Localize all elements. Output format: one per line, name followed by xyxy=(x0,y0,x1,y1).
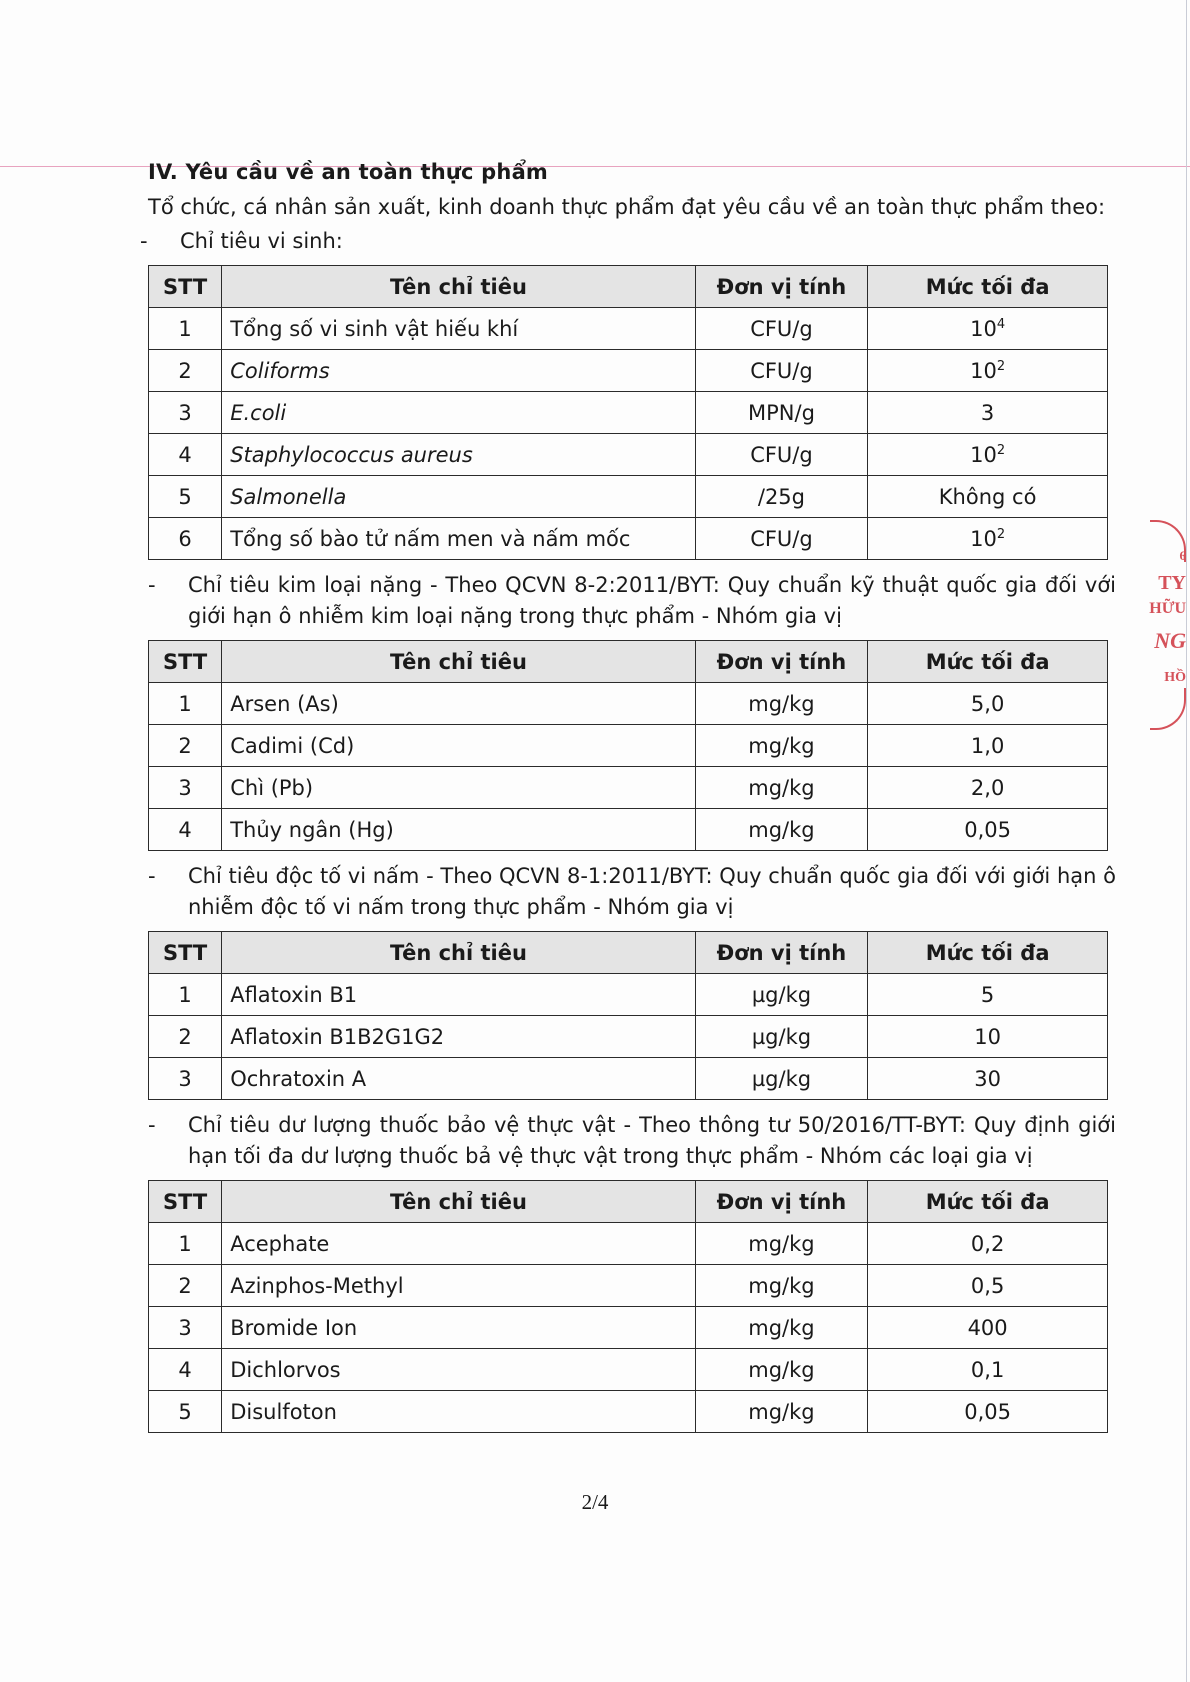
cell-stt: 2 xyxy=(149,1265,222,1307)
cell-name: Tổng số bào tử nấm men và nấm mốc xyxy=(222,518,695,560)
cell-stt: 1 xyxy=(149,683,222,725)
cell-name: Aflatoxin B1B2G1G2 xyxy=(222,1016,695,1058)
cell-stt: 2 xyxy=(149,350,222,392)
table-row xyxy=(149,725,1108,767)
cell-name: Chì (Pb) xyxy=(222,767,695,809)
cell-unit: µg/kg xyxy=(695,974,868,1016)
table-row xyxy=(149,809,1108,851)
cell-stt: 1 xyxy=(149,1223,222,1265)
cell-stt: 4 xyxy=(149,434,222,476)
stamp-arc-bottom xyxy=(1150,688,1186,730)
table-row xyxy=(149,1391,1108,1433)
page-number: 2/4 xyxy=(581,1490,609,1514)
cell-unit: mg/kg xyxy=(695,1265,868,1307)
cell-max: $10^4$ xyxy=(868,308,1108,350)
header-max: Mức tối đa xyxy=(868,641,1108,683)
cell-name: Aflatoxin B1 xyxy=(222,974,695,1016)
cell-stt: 2 xyxy=(149,1016,222,1058)
table-row xyxy=(149,1058,1108,1100)
table-row xyxy=(149,1307,1108,1349)
header-unit: Đơn vị tính xyxy=(695,932,868,974)
cell-name: E.coli xyxy=(222,392,695,434)
table-row xyxy=(149,392,1108,434)
cell-max: 2,0 xyxy=(868,767,1108,809)
table-row xyxy=(149,767,1108,809)
stamp-text: HỒ xyxy=(1164,670,1186,685)
document-body xyxy=(140,158,1116,1443)
header-name: Tên chỉ tiêu xyxy=(222,266,695,308)
cell-unit: mg/kg xyxy=(695,1307,868,1349)
header-max: Mức tối đa xyxy=(868,1181,1108,1223)
cell-max: 3 xyxy=(868,392,1108,434)
cell-unit: mg/kg xyxy=(695,683,868,725)
table-header-row xyxy=(149,266,1108,308)
table-row xyxy=(149,1223,1108,1265)
cell-unit: µg/kg xyxy=(695,1016,868,1058)
cell-stt: 3 xyxy=(149,1307,222,1349)
cell-max: 0,05 xyxy=(868,1391,1108,1433)
cell-max: 5,0 xyxy=(868,683,1108,725)
toxins-label: - Chỉ tiêu độc tố vi nấm - Theo QCVN 8-1:2011/BYT: Quy chuẩn quốc gia đối với giới hạn ô nhiễm độc tố vi nấm trong thực phẩm - Nhóm gia vị xyxy=(148,864,1116,919)
header-stt: STT xyxy=(149,266,222,308)
cell-stt: 2 xyxy=(149,725,222,767)
cell-stt: 4 xyxy=(149,1349,222,1391)
cell-unit: mg/kg xyxy=(695,1223,868,1265)
table-row xyxy=(149,434,1108,476)
cell-stt: 1 xyxy=(149,974,222,1016)
header-name: Tên chỉ tiêu xyxy=(222,1181,695,1223)
cell-max: 0,5 xyxy=(868,1265,1108,1307)
cell-unit: MPN/g xyxy=(695,392,868,434)
table-row xyxy=(149,308,1108,350)
table-header-row xyxy=(149,1181,1108,1223)
toxins-table xyxy=(148,931,1108,1100)
cell-name: Thủy ngân (Hg) xyxy=(222,809,695,851)
cell-name: Dichlorvos xyxy=(222,1349,695,1391)
intro-paragraph: Tổ chức, cá nhân sản xuất, kinh doanh thực phẩm đạt yêu cầu về an toàn thực phẩm theo: xyxy=(148,195,1106,219)
header-max: Mức tối đa xyxy=(868,932,1108,974)
cell-name: Arsen (As) xyxy=(222,683,695,725)
table-header-row xyxy=(149,641,1108,683)
cell-name: Disulfoton xyxy=(222,1391,695,1433)
stamp-text: HỮU xyxy=(1149,600,1186,617)
table-header-row xyxy=(149,932,1108,974)
header-name: Tên chỉ tiêu xyxy=(222,932,695,974)
table-row xyxy=(149,1016,1108,1058)
metals-label: - Chỉ tiêu kim loại nặng - Theo QCVN 8-2:2011/BYT: Quy chuẩn kỹ thuật quốc gia đối với giới hạn ô nhiễm kim loại nặng trong thực phẩm - Nhóm gia vị xyxy=(148,573,1116,628)
cell-unit: mg/kg xyxy=(695,725,868,767)
cell-max: 5 xyxy=(868,974,1108,1016)
stamp-text: NG xyxy=(1154,628,1186,653)
section-title: IV. Yêu cầu về an toàn thực phẩm xyxy=(148,160,549,184)
cell-unit: /25g xyxy=(695,476,868,518)
cell-name: Tổng số vi sinh vật hiếu khí xyxy=(222,308,695,350)
cell-name: Azinphos-Methyl xyxy=(222,1265,695,1307)
cell-stt: 4 xyxy=(149,809,222,851)
cell-stt: 3 xyxy=(149,392,222,434)
cell-name: Acephate xyxy=(222,1223,695,1265)
cell-unit: CFU/g xyxy=(695,518,868,560)
cell-unit: CFU/g xyxy=(695,350,868,392)
micro-label: - Chỉ tiêu vi sinh: xyxy=(140,229,343,253)
cell-unit: CFU/g xyxy=(695,308,868,350)
cell-stt: 5 xyxy=(149,1391,222,1433)
header-stt: STT xyxy=(149,932,222,974)
cell-max: 0,1 xyxy=(868,1349,1108,1391)
cell-name: Coliforms xyxy=(222,350,695,392)
table-row xyxy=(149,476,1108,518)
metals-table xyxy=(148,640,1108,851)
company-stamp-fragment xyxy=(1150,520,1190,730)
cell-unit: mg/kg xyxy=(695,809,868,851)
page-edge xyxy=(1186,0,1187,1682)
table-row xyxy=(149,518,1108,560)
cell-stt: 6 xyxy=(149,518,222,560)
cell-unit: mg/kg xyxy=(695,1391,868,1433)
cell-stt: 5 xyxy=(149,476,222,518)
cell-stt: 3 xyxy=(149,767,222,809)
pesticides-label: - Chỉ tiêu dư lượng thuốc bảo vệ thực vật - Theo thông tư 50/2016/TT-BYT: Quy định giới hạn tối đa dư lượng thuốc bả vệ thực vật trong thực phẩm - Nhóm các loại gia vị xyxy=(148,1113,1116,1168)
cell-max: $10^2$ xyxy=(868,518,1108,560)
header-unit: Đơn vị tính xyxy=(695,1181,868,1223)
cell-max: 0,2 xyxy=(868,1223,1108,1265)
cell-max: Không có xyxy=(868,476,1108,518)
cell-unit: µg/kg xyxy=(695,1058,868,1100)
cell-max: 10 xyxy=(868,1016,1108,1058)
stamp-text: TY xyxy=(1158,572,1186,594)
cell-name: Cadimi (Cd) xyxy=(222,725,695,767)
cell-max: 30 xyxy=(868,1058,1108,1100)
header-name: Tên chỉ tiêu xyxy=(222,641,695,683)
cell-name: Staphylococcus aureus xyxy=(222,434,695,476)
table-row xyxy=(149,974,1108,1016)
cell-max: $10^2$ xyxy=(868,350,1108,392)
cell-max: 0,05 xyxy=(868,809,1108,851)
cell-name: Salmonella xyxy=(222,476,695,518)
header-stt: STT xyxy=(149,1181,222,1223)
cell-max: 1,0 xyxy=(868,725,1108,767)
cell-name: Ochratoxin A xyxy=(222,1058,695,1100)
table-row xyxy=(149,1265,1108,1307)
cell-name: Bromide Ion xyxy=(222,1307,695,1349)
table-row xyxy=(149,350,1108,392)
cell-max: $10^2$ xyxy=(868,434,1108,476)
cell-stt: 1 xyxy=(149,308,222,350)
cell-unit: mg/kg xyxy=(695,767,868,809)
header-max: Mức tối đa xyxy=(868,266,1108,308)
header-unit: Đơn vị tính xyxy=(695,266,868,308)
table-row xyxy=(149,683,1108,725)
cell-stt: 3 xyxy=(149,1058,222,1100)
stamp-text: 6 xyxy=(1179,548,1186,563)
pesticides-table xyxy=(148,1180,1108,1433)
cell-max: 400 xyxy=(868,1307,1108,1349)
header-stt: STT xyxy=(149,641,222,683)
header-unit: Đơn vị tính xyxy=(695,641,868,683)
cell-unit: mg/kg xyxy=(695,1349,868,1391)
micro-table xyxy=(148,265,1108,560)
cell-unit: CFU/g xyxy=(695,434,868,476)
table-row xyxy=(149,1349,1108,1391)
